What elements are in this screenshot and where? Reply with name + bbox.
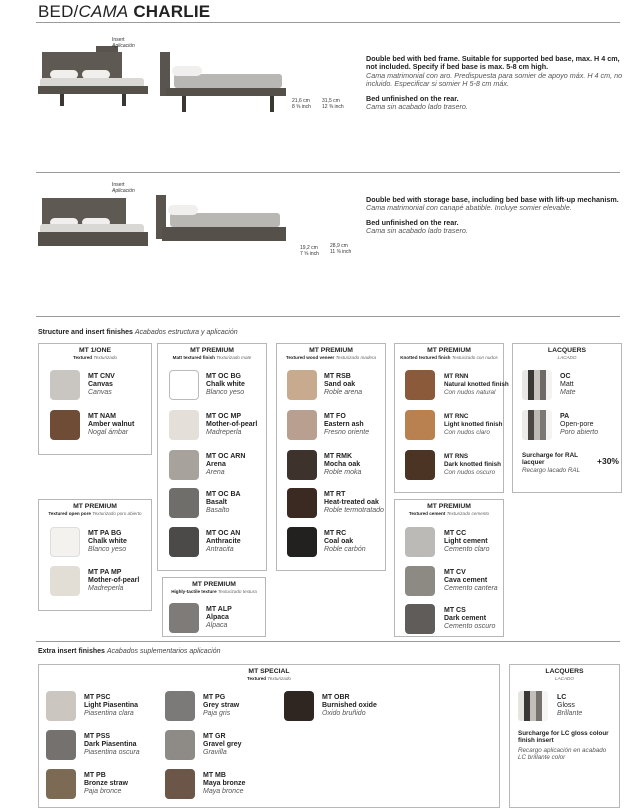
swatch-mt-oc-ba[interactable] xyxy=(169,488,199,518)
bed-description-1: Double bed with bed frame. Suitable for supported bed base, max. H 4 cm, not included. Specify if bed base is max. 5-8 cm high. Cama matrimonial con aro. Predispuesta para somier de apoyo máx. H 4 cm, no incluido. Especificar si somier H 5-8 cm máx. Bed unfinished on the rear. Cama sin acabado lado trasero. xyxy=(366,54,623,112)
swatch-lacquer-lc[interactable] xyxy=(518,691,548,721)
finish-group-premium-wood: MT PREMIUM Textured wood veneer Texturizado madera xyxy=(276,343,386,571)
swatch-mt-fo[interactable] xyxy=(287,410,317,440)
finish-group-premium-tactile: MT PREMIUM Highly-tactile texture Texturizado textura xyxy=(162,577,266,637)
label-mt-oc-arn: MT OC ARN Arena Arena xyxy=(206,453,246,476)
finish-group-lacquers: LACQUERS LACADO xyxy=(512,343,622,493)
label-lacquer-lc: LC Gloss Brillante xyxy=(557,694,583,717)
label-mt-rsb: MT RSB Sand oak Roble arena xyxy=(324,373,363,396)
finish-group-premium-knotted: MT PREMIUM Knotted textured finish Texturizado con nudos xyxy=(394,343,504,493)
swatch-mt-pa-bg[interactable] xyxy=(50,527,80,557)
label-mt-rnc: MT RNC Light knotted finish Con nudos claro xyxy=(444,413,503,436)
label-lacquer-pa: PA Open-pore Poro abierto xyxy=(560,413,599,436)
dimension-2: 28,9 cm 11 ⅜ inch xyxy=(330,243,352,255)
bed-photo-side xyxy=(160,52,288,112)
finish-group-extra-lacquers: LACQUERS LACADO xyxy=(509,664,620,808)
divider xyxy=(36,22,620,23)
label-mt-pss: MT PSS Dark Piasentina Piasentina oscura xyxy=(84,733,140,756)
label-mt-oc-ba: MT OC BA Basalt Basalto xyxy=(206,491,241,514)
swatch-mt-cv[interactable] xyxy=(405,566,435,596)
swatch-mt-rnn[interactable] xyxy=(405,370,435,400)
swatch-mt-rmk[interactable] xyxy=(287,450,317,480)
swatch-mt-pa-mp[interactable] xyxy=(50,566,80,596)
swatch-mt-pss[interactable] xyxy=(46,730,76,760)
title-bed: BED/ xyxy=(38,2,79,21)
lc-surcharge-note: Surcharge for LC gloss colour finish insert Recargo aplicación en acabado LC brillante color xyxy=(518,730,609,762)
divider xyxy=(36,316,620,317)
label-mt-pa-bg: MT PA BG Chalk white Blanco yeso xyxy=(88,530,127,553)
swatch-mt-rnc[interactable] xyxy=(405,410,435,440)
swatch-mt-nam[interactable] xyxy=(50,410,80,440)
label-mt-fo: MT FO Eastern ash Fresno oriente xyxy=(324,413,370,436)
swatch-mt-cnv[interactable] xyxy=(50,370,80,400)
finish-group-mt-special: MT SPECIAL Textured Texturizado xyxy=(38,664,500,808)
finishes-title: Structure and insert finishes Acabados estructura y aplicación xyxy=(38,329,238,336)
swatch-lacquer-oc[interactable] xyxy=(522,370,552,400)
label-mt-psc: MT PSC Light Piasentina Piasentina clara xyxy=(84,694,139,717)
label-mt-rt: MT RT Heat-treated oak Roble termotratado xyxy=(324,491,384,514)
label-mt-cv: MT CV Cava cement Cemento cantera xyxy=(444,569,498,592)
page-title xyxy=(38,2,210,22)
label-mt-oc-an: MT OC AN Anthracite Antracita xyxy=(206,530,241,553)
dimension-2: 31,5 cm 12 ⅜ inch xyxy=(322,98,344,110)
finish-group-premium-openpore: MT PREMIUM Textured open pore Texturizado poro abierto xyxy=(38,499,152,611)
swatch-mt-alp[interactable] xyxy=(169,603,199,633)
swatch-mt-oc-an[interactable] xyxy=(169,527,199,557)
bed-description-2: Double bed with storage base, including bed base with lift-up mechanism. Cama matrimonial con canapé abatible. Incluye somier elevable. Bed unfinished on the rear. Cama sin acabado lado trasero. xyxy=(366,195,619,236)
swatch-mt-mb[interactable] xyxy=(165,769,195,799)
label-mt-rnn: MT RNN Natural knotted finish Con nudos natural xyxy=(444,373,509,396)
swatch-mt-cc[interactable] xyxy=(405,527,435,557)
label-mt-oc-mp: MT OC MP Mother-of-pearl Madreperla xyxy=(206,413,258,436)
title-cama: CAMA xyxy=(78,2,129,21)
swatch-mt-rns[interactable] xyxy=(405,450,435,480)
swatch-mt-rc[interactable] xyxy=(287,527,317,557)
swatch-mt-pg[interactable] xyxy=(165,691,195,721)
label-mt-rns: MT RNS Dark knotted finish Con nudos oscuro xyxy=(444,453,502,476)
title-model: CHARLIE xyxy=(128,2,211,21)
swatch-mt-obr[interactable] xyxy=(284,691,314,721)
label-mt-pa-mp: MT PA MP Mother-of-pearl Madreperla xyxy=(88,569,140,592)
dimension-1: 21,6 cm 8 ⅝ inch xyxy=(292,98,311,110)
label-mt-cc: MT CC Light cement Cemento claro xyxy=(444,530,490,553)
label-mt-gr: MT GR Gravel grey Gravilla xyxy=(203,733,242,756)
swatch-mt-gr[interactable] xyxy=(165,730,195,760)
label-mt-pb: MT PB Bronze straw Paja bronce xyxy=(84,772,128,795)
bed-photo-front xyxy=(38,40,148,110)
label-mt-mb: MT MB Maya bronze Maya bronce xyxy=(203,772,246,795)
ral-surcharge-percent: +30% xyxy=(597,456,619,466)
divider xyxy=(36,172,620,173)
swatch-mt-rt[interactable] xyxy=(287,488,317,518)
dimension-1: 19,2 cm 7 ⅝ inch xyxy=(300,245,319,257)
bed-photo-front xyxy=(38,190,148,260)
ral-surcharge-note: Surcharge for RAL lacquer Recargo lacado RAL xyxy=(522,452,581,474)
swatch-lacquer-pa[interactable] xyxy=(522,410,552,440)
finish-group-premium-cement: MT PREMIUM Textured cement Texturizado cemento xyxy=(394,499,504,637)
label-mt-pg: MT PG Grey straw Paja gris xyxy=(203,694,240,717)
insert-note-2: Insert Aplicación xyxy=(112,182,135,194)
divider xyxy=(36,641,620,642)
label-mt-rmk: MT RMK Mocha oak Roble moka xyxy=(324,453,362,476)
label-mt-alp: MT ALP Alpaca Alpaca xyxy=(206,606,232,629)
swatch-mt-rsb[interactable] xyxy=(287,370,317,400)
insert-note-1: Insert Aplicación xyxy=(112,37,135,49)
bed-photo-side xyxy=(156,195,288,255)
swatch-mt-psc[interactable] xyxy=(46,691,76,721)
extra-finishes-title: Extra insert finishes Acabados suplementarios aplicación xyxy=(38,648,221,655)
swatch-mt-oc-bg[interactable] xyxy=(169,370,199,400)
label-mt-oc-bg: MT OC BG Chalk white Blanco yeso xyxy=(206,373,245,396)
label-mt-rc: MT RC Coal oak Roble carbón xyxy=(324,530,366,553)
finish-group-mt1: MT 1/ONE Textured Texturizado xyxy=(38,343,152,455)
swatch-mt-oc-mp[interactable] xyxy=(169,410,199,440)
swatch-mt-pb[interactable] xyxy=(46,769,76,799)
label-mt-cs: MT CS Dark cement Cemento oscuro xyxy=(444,607,496,630)
label-mt-obr: MT OBR Burnished oxide Óxido bruñido xyxy=(322,694,377,717)
label-mt-cnv: MT CNV Canvas Canvas xyxy=(88,373,115,396)
swatch-mt-cs[interactable] xyxy=(405,604,435,634)
label-lacquer-oc: OC Matt Mate xyxy=(560,373,576,396)
label-mt-nam: MT NAM Amber walnut Nogal ámbar xyxy=(88,413,135,436)
swatch-mt-oc-arn[interactable] xyxy=(169,450,199,480)
finish-group-premium-matt: MT PREMIUM Matt textured finish Texturizado mate xyxy=(157,343,267,571)
